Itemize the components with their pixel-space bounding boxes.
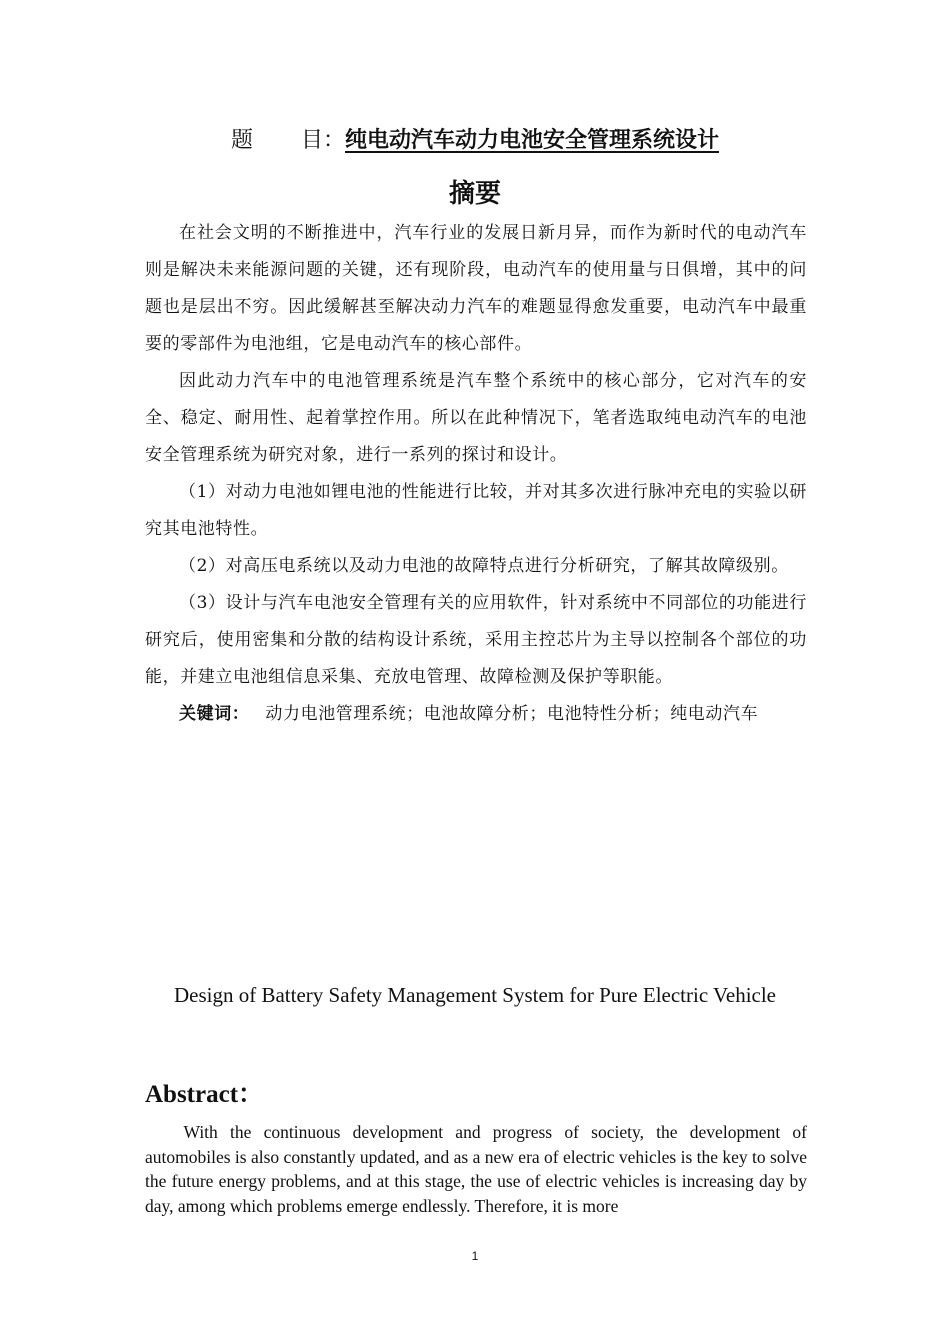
title-label-first: 题 [230, 128, 253, 153]
thesis-title: 纯电动汽车动力电池安全管理系统设计 [345, 128, 720, 153]
keywords-label: 关键词： [179, 704, 250, 724]
zh-paragraph: （3）设计与汽车电池安全管理有关的应用软件，针对系统中不同部位的功能进行研究后，使用密集和分散的结构设计系统，采用主控芯片为主导以控制各个部位的功能，并建立电池组信息采集、充放电管理、故障检测及保护等职能。 [145, 593, 807, 687]
keywords-text: 动力电池管理系统；电池故障分析；电池特性分析；纯电动汽车 [265, 704, 759, 724]
zh-abstract-body [145, 215, 807, 733]
thesis-title-line [0, 124, 950, 158]
zh-paragraph: 因此动力汽车中的电池管理系统是汽车整个系统中的核心部分，它对汽车的安全、稳定、耐用性、起着掌控作用。所以在此种情况下，笔者选取纯电动汽车的电池安全管理系统为研究对象，进行一系列的探讨和设计。 [145, 371, 807, 465]
title-label-second: 目： [300, 128, 345, 153]
title-label [231, 124, 345, 158]
zh-paragraph: （2）对高压电系统以及动力电池的故障特点进行分析研究，了解其故障级别。 [179, 556, 789, 576]
en-abstract-paragraph: With the continuous development and progress of society, the development of automobiles is also constantly updated, and as a new era of electric vehicles is the key to solve the future energy problems, and at this stage, the use of electric vehicles is increasing day by day, among which problems emerge endlessly. Therefore, it is more [145, 1122, 807, 1216]
page-number: 1 [471, 1249, 479, 1263]
zh-paragraph: （1）对动力电池如锂电池的性能进行比较，并对其多次进行脉冲充电的实验以研究其电池特性。 [145, 482, 807, 539]
zh-abstract-heading: 摘要 [448, 179, 501, 209]
zh-paragraph: 在社会文明的不断推进中，汽车行业的发展日新月异，而作为新时代的电动汽车则是解决未来能源问题的关键，还有现阶段，电动汽车的使用量与日俱增，其中的问题也是层出不穷。因此缓解甚至解决动力汽车的难题显得愈发重要，电动汽车中最重要的零部件为电池组，它是电动汽车的核心部件。 [145, 223, 807, 354]
en-title: Design of Battery Safety Management System for Pure Electric Vehicle [173, 983, 777, 1007]
en-abstract-heading: Abstract： [145, 1081, 264, 1108]
keywords-line [145, 696, 807, 733]
